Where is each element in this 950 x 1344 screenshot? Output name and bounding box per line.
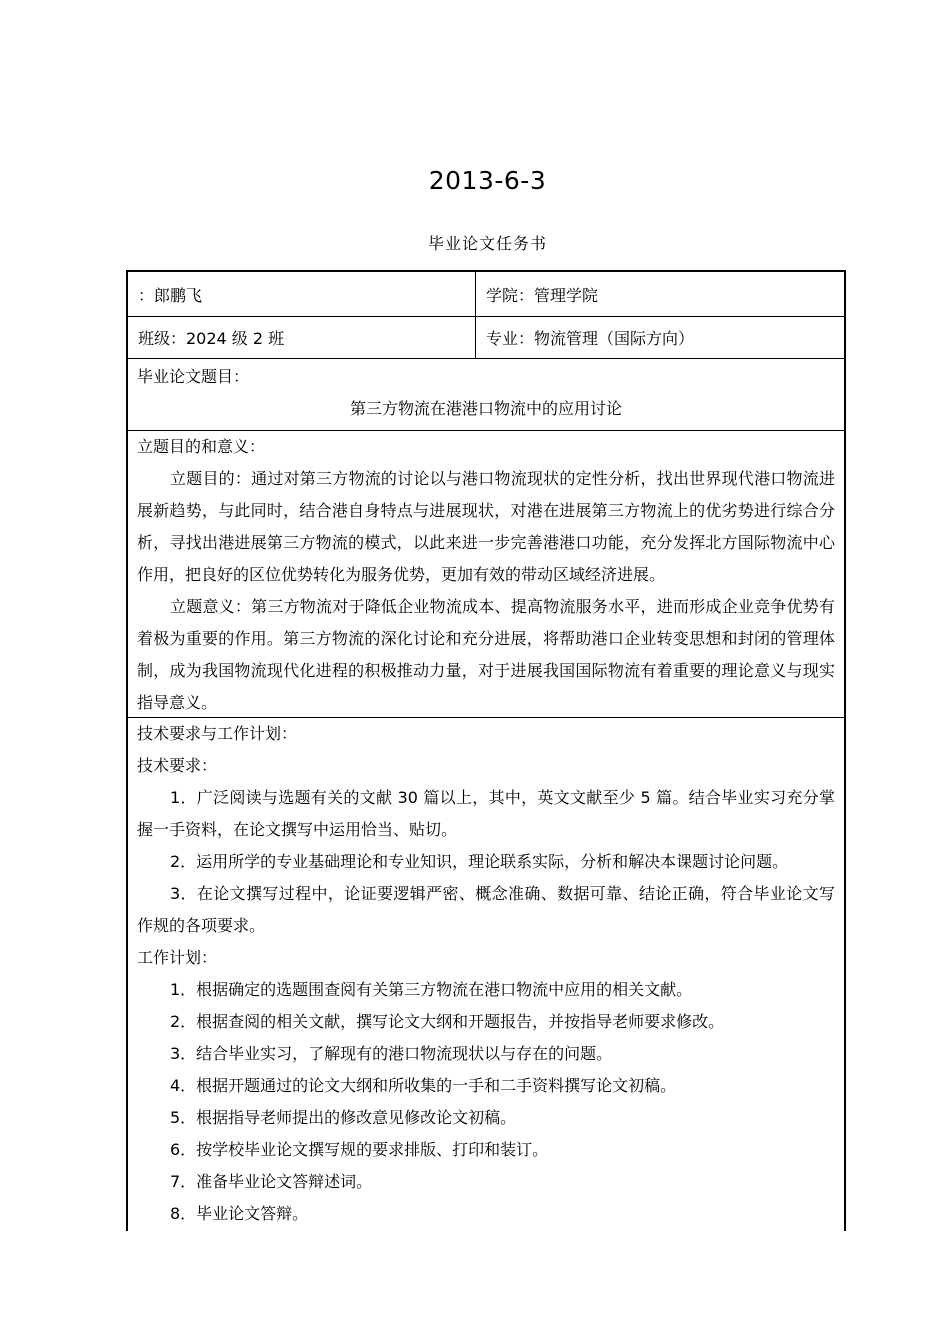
tech-item: 1．广泛阅读与选题有关的文献 30 篇以上，其中，英文文献至少 5 篇。结合毕业实习充分掌握一手资料，在论文撰写中运用恰当、贴切。 (137, 788, 835, 839)
document-date: 2013-6-3 (428, 166, 547, 195)
document-title: 毕业论文任务书 (427, 234, 547, 253)
work-item: 4．根据开题通过的论文大纲和所收集的一手和二手资料撰写论文初稿。 (170, 1076, 677, 1095)
plan-label: 技术要求与工作计划： (137, 724, 298, 743)
major-cell: 专业：物流管理（国际方向） (486, 329, 695, 348)
work-item: 2．根据查阅的相关文献，撰写论文大纲和开题报告，并按指导老师要求修改。 (170, 1012, 725, 1031)
purpose-section (128, 431, 844, 718)
college-cell: 学院：管理学院 (486, 285, 599, 305)
purpose-significance: 立题意义：第三方物流对于降低企业物流成本、提高物流服务水平，进而形成企业竞争优势有着极为重要的作用。第三方物流的深化讨论和充分进展，将帮助港口企业转变思想和封闭的管理体制，成为我国物流现代化进程的积极推动力量，对于进展我国国际物流有着重要的理论意义与现实指导意义。 (137, 597, 835, 712)
info-row-2 (128, 317, 844, 359)
work-item: 5．根据指导老师提出的修改意见修改论文初稿。 (170, 1108, 517, 1127)
class-cell: 班级：2024 级 2 班 (128, 317, 476, 358)
purpose-label: 立题目的和意义： (137, 437, 266, 456)
work-item: 7．准备毕业论文答辩述词。 (170, 1172, 373, 1191)
info-row-1 (128, 272, 844, 317)
work-item: 3．结合毕业实习，了解现有的港口物流现状以与存在的问题。 (170, 1044, 613, 1063)
work-item: 1．根据确定的选题围查阅有关第三方物流在港口物流中应用的相关文献。 (170, 980, 693, 999)
work-item: 8．毕业论文答辩。 (170, 1204, 309, 1223)
tech-item: 3．在论文撰写过程中，论证要逻辑严密、概念准确、数据可靠、结论正确，符合毕业论文写作规的各项要求。 (137, 884, 835, 935)
work-item: 6．按学校毕业论文撰写规的要求排版、打印和装订。 (170, 1140, 549, 1159)
topic-title: 第三方物流在港港口物流中的应用讨论 (349, 399, 622, 418)
purpose-goal: 立题目的：通过对第三方物流的讨论以与港口物流现状的定性分析，找出世界现代港口物流进展新趋势，与此同时，结合港自身特点与进展现状，对港在进展第三方物流上的优劣势进行综合分析，寻找出港进展第三方物流的模式，以此来进一步完善港港口功能，充分发挥北方国际物流中心作用，把良好的区位优势转化为服务优势，更加有效的带动区域经济进展。 (137, 469, 835, 584)
tech-requirements-label: 技术要求： (137, 756, 218, 775)
plan-section (128, 718, 844, 1230)
topic-label: 毕业论文题目： (137, 367, 250, 386)
student-name-cell: ：郎鹏飞 (128, 272, 476, 316)
tech-item: 2．运用所学的专业基础理论和专业知识，理论联系实际，分析和解决本课题讨论问题。 (170, 852, 789, 871)
task-form-table (126, 270, 846, 1231)
work-plan-label: 工作计划： (137, 948, 218, 967)
topic-section (128, 359, 844, 431)
